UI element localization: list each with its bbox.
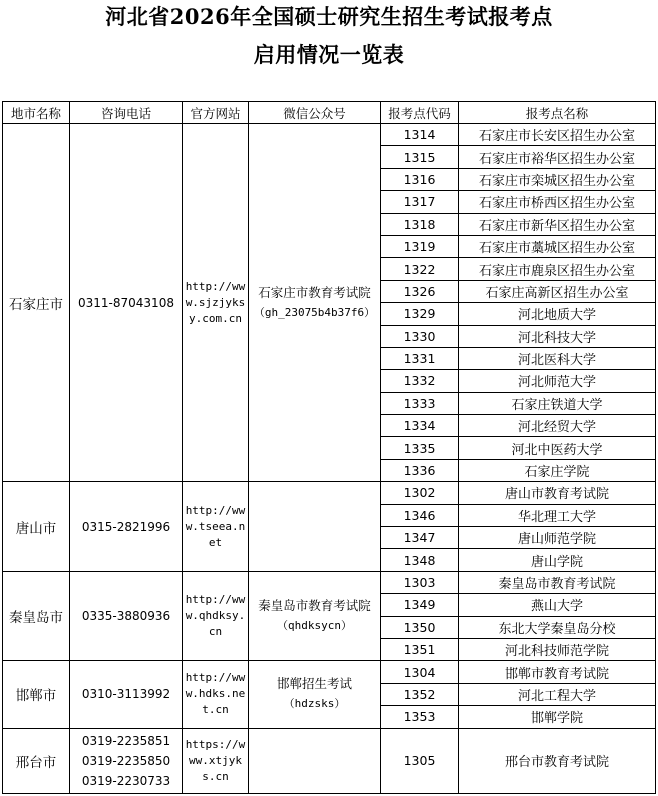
- city-name: 唐山市: [3, 482, 70, 572]
- site-code: 1316: [381, 168, 459, 190]
- phone-number: 0315-2821996: [81, 519, 171, 534]
- site-name: 邯郸学院: [459, 706, 656, 728]
- site-code: 1304: [381, 661, 459, 683]
- wechat-cell: [249, 124, 381, 482]
- site-code: 1326: [381, 280, 459, 302]
- site-code: 1346: [381, 504, 459, 526]
- website-link[interactable]: https://www.xtjyks.cn: [183, 728, 249, 793]
- site-name: 邢台市教育考试院: [459, 728, 656, 793]
- wechat-cell: [249, 482, 381, 572]
- site-code: 1315: [381, 146, 459, 168]
- site-code: 1334: [381, 415, 459, 437]
- website-link[interactable]: http://www.sjzjyksy.com.cn: [183, 124, 249, 482]
- site-name: 河北师范大学: [459, 370, 656, 392]
- site-code: 1329: [381, 303, 459, 325]
- header-phone: 咨询电话: [70, 102, 183, 124]
- phone-number: 0319-2235851: [81, 733, 171, 748]
- city-name: 石家庄市: [3, 124, 70, 482]
- table-row: [3, 661, 656, 683]
- site-code: 1322: [381, 258, 459, 280]
- wechat-name: 秦皇岛市教育考试院: [258, 598, 371, 614]
- phone-number: 0310-3113992: [81, 687, 171, 702]
- table-row: [3, 728, 656, 793]
- phone-cell: [70, 482, 183, 572]
- site-code: 1353: [381, 706, 459, 728]
- table-header-row: [3, 102, 656, 124]
- phone-cell: [70, 661, 183, 728]
- website-link[interactable]: http://www.hdks.net.cn: [183, 661, 249, 728]
- site-code: 1332: [381, 370, 459, 392]
- site-code: 1333: [381, 392, 459, 414]
- site-name: 石家庄市栾城区招生办公室: [459, 168, 656, 190]
- site-code: 1305: [381, 728, 459, 793]
- table-row: [3, 482, 656, 504]
- site-name: 河北地质大学: [459, 303, 656, 325]
- city-name: 秦皇岛市: [3, 571, 70, 661]
- site-name: 石家庄市裕华区招生办公室: [459, 146, 656, 168]
- wechat-cell: [249, 661, 381, 728]
- site-code: 1318: [381, 213, 459, 235]
- site-name: 石家庄市新华区招生办公室: [459, 213, 656, 235]
- wechat-name: 邯郸招生考试: [276, 676, 352, 692]
- site-name: 东北大学秦皇岛分校: [459, 616, 656, 638]
- wechat-cell: [249, 728, 381, 793]
- site-name: 河北科技大学: [459, 325, 656, 347]
- exam-site-table: [2, 101, 656, 794]
- site-name: 河北医科大学: [459, 347, 656, 369]
- site-code: 1352: [381, 683, 459, 705]
- site-name: 石家庄市鹿泉区招生办公室: [459, 258, 656, 280]
- header-wechat: 微信公众号: [249, 102, 381, 124]
- site-code: 1331: [381, 347, 459, 369]
- site-code: 1335: [381, 437, 459, 459]
- website-link[interactable]: http://www.tseea.net: [183, 482, 249, 572]
- phone-number: 0335-3880936: [81, 609, 171, 624]
- phone-cell: [70, 728, 183, 793]
- header-city: 地市名称: [3, 102, 70, 124]
- site-name: 唐山师范学院: [459, 527, 656, 549]
- phone-number: 0319-2230733: [81, 773, 171, 788]
- site-code: 1348: [381, 549, 459, 571]
- site-name: 秦皇岛市教育考试院: [459, 571, 656, 593]
- website-link[interactable]: http://www.qhdksy.cn: [183, 571, 249, 661]
- document-subtitle: 启用情况一览表: [253, 42, 405, 67]
- site-name: 唐山市教育考试院: [459, 482, 656, 504]
- wechat-id: （gh_23075b4b37f6）: [253, 305, 376, 319]
- header-site-code: 报考点代码: [381, 102, 459, 124]
- site-name: 邯郸市教育考试院: [459, 661, 656, 683]
- site-code: 1314: [381, 124, 459, 146]
- site-name: 河北中医药大学: [459, 437, 656, 459]
- header-website: 官方网站: [183, 102, 249, 124]
- city-name: 邢台市: [3, 728, 70, 793]
- phone-number: 0319-2235850: [81, 753, 171, 768]
- site-code: 1347: [381, 527, 459, 549]
- wechat-id: （hdzsks）: [283, 697, 346, 711]
- wechat-id: （qhdksycn）: [277, 619, 352, 633]
- wechat-cell: [249, 571, 381, 661]
- site-name: 燕山大学: [459, 594, 656, 616]
- site-code: 1303: [381, 571, 459, 593]
- site-code: 1319: [381, 235, 459, 257]
- site-code: 1330: [381, 325, 459, 347]
- site-name: 河北科技师范学院: [459, 638, 656, 660]
- site-name: 唐山学院: [459, 549, 656, 571]
- wechat-name: 石家庄市教育考试院: [258, 284, 371, 300]
- site-name: 石家庄铁道大学: [459, 392, 656, 414]
- site-name: 石家庄市长安区招生办公室: [459, 124, 656, 146]
- site-code: 1351: [381, 638, 459, 660]
- site-code: 1317: [381, 191, 459, 213]
- phone-cell: [70, 571, 183, 661]
- site-code: 1302: [381, 482, 459, 504]
- site-name: 石家庄市桥西区招生办公室: [459, 191, 656, 213]
- site-name: 河北经贸大学: [459, 415, 656, 437]
- site-code: 1336: [381, 459, 459, 481]
- site-name: 华北理工大学: [459, 504, 656, 526]
- site-name: 石家庄学院: [459, 459, 656, 481]
- header-site-name: 报考点名称: [459, 102, 656, 124]
- table-row: [3, 571, 656, 593]
- table-body: [3, 124, 656, 794]
- site-code: 1349: [381, 594, 459, 616]
- table-row: [3, 124, 656, 146]
- site-name: 石家庄市藁城区招生办公室: [459, 235, 656, 257]
- site-name: 石家庄高新区招生办公室: [459, 280, 656, 302]
- document-title: 河北省2026年全国硕士研究生招生考试报考点: [105, 4, 553, 29]
- site-code: 1350: [381, 616, 459, 638]
- phone-number: 0311-87043108: [78, 295, 174, 310]
- phone-cell: [70, 124, 183, 482]
- city-name: 邯郸市: [3, 661, 70, 728]
- site-name: 河北工程大学: [459, 683, 656, 705]
